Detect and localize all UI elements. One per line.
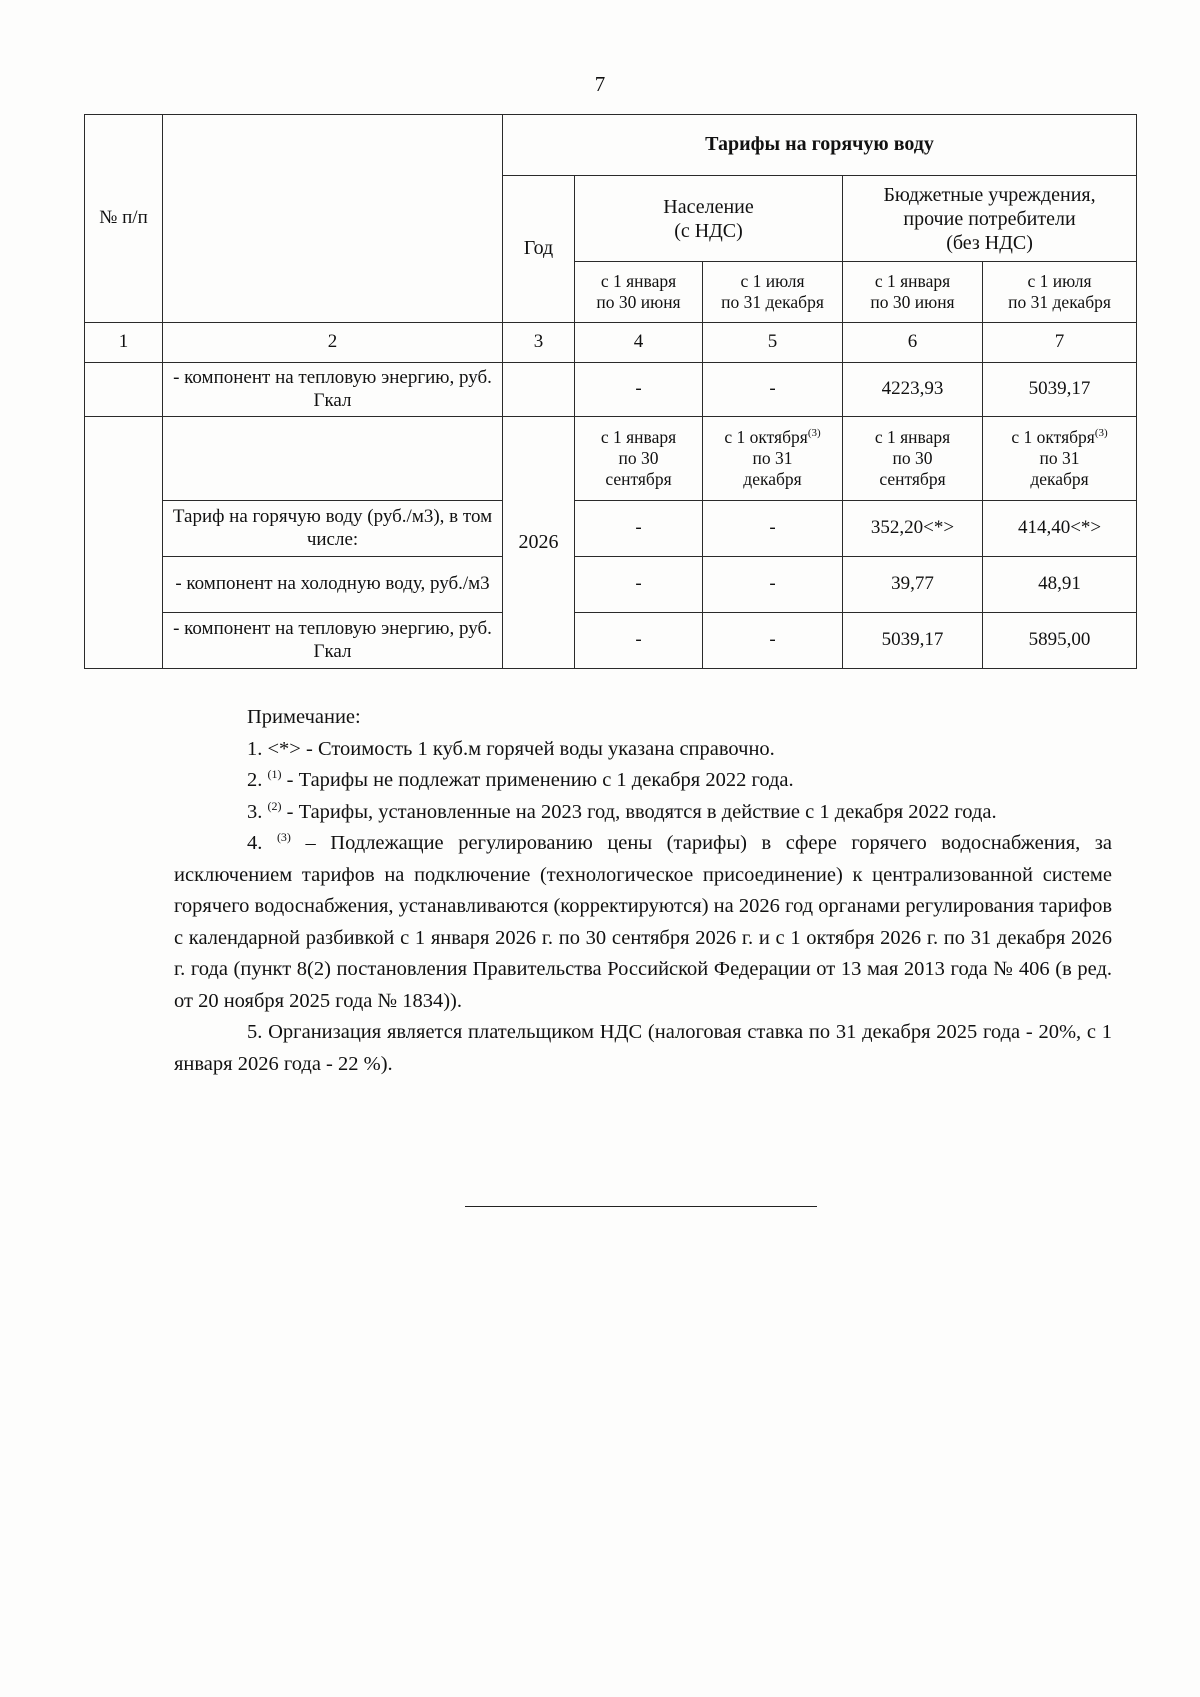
note-text: - Тарифы не подлежат применению с 1 декабря 2022 года. <box>281 769 794 791</box>
value-cell: 39,77 <box>843 557 983 613</box>
value-cell: - <box>703 501 843 557</box>
note-number: 4. <box>247 832 277 854</box>
value-cell: - <box>575 363 703 417</box>
column-index: 6 <box>843 323 983 363</box>
footnote-marker: (3) <box>1094 427 1108 440</box>
period-label: с 1 октября <box>1011 427 1095 447</box>
value-cell: 4223,93 <box>843 363 983 417</box>
column-index: 2 <box>163 323 503 363</box>
group-header-budget: Бюджетные учреждения, прочие потребители (без НДС) <box>843 176 1137 262</box>
table-row <box>85 613 1137 669</box>
period-label: по 31 декабря <box>1030 448 1089 489</box>
period-header-jan-sep: с 1 января по 30 сентября <box>575 417 703 501</box>
value-cell: 5039,17 <box>983 363 1137 417</box>
value-cell: - <box>703 613 843 669</box>
row-label: Тариф на горячую воду (руб./м3), в том числе: <box>163 501 503 557</box>
value-cell: 5039,17 <box>843 613 983 669</box>
period-header-jul-dec: с 1 июля по 31 декабря <box>983 262 1137 323</box>
column-header-blank <box>163 115 503 323</box>
note-text: – Подлежащие регулированию цены (тарифы) в сфере горячего водоснабжения, за исключением тарифов на подключение (технологическое присоединение) к централизованной системе горячего водоснабжения, устанавливаются (корректируются) на 2026 год органами регулирования тарифов с календарной разбивкой с 1 января 2026 г. по 30 сентября 2026 г. и с 1 октября 2026 г. по 31 декабря 2026 г. года (пункт 8(2) постановления Правительства Российской Федерации от 13 мая 2013 года № 406 (в ред. от 20 ноября 2025 года № 1834)). <box>174 832 1112 1012</box>
note-1: 1. <*> - Стоимость 1 куб.м горячей воды указана справочно. <box>247 737 775 760</box>
column-header-number: № п/п <box>85 115 163 323</box>
table-row <box>85 557 1137 613</box>
value-cell: - <box>703 363 843 417</box>
period-header-oct-dec <box>703 417 843 501</box>
footnote-marker: (2) <box>267 798 282 813</box>
period-label: с 1 октября <box>724 427 808 447</box>
value-cell: 5895,00 <box>983 613 1137 669</box>
period-header-jan-jun: с 1 января по 30 июня <box>575 262 703 323</box>
notes-section <box>174 702 1112 1080</box>
column-index: 7 <box>983 323 1137 363</box>
row-label: - компонент на тепловую энергию, руб. Гкал <box>163 613 503 669</box>
year-cell: 2026 <box>503 417 575 669</box>
hot-water-tariff-table <box>84 114 1137 669</box>
column-index: 5 <box>703 323 843 363</box>
value-cell: - <box>575 557 703 613</box>
table-row <box>85 501 1137 557</box>
row-label: - компонент на холодную воду, руб./м3 <box>163 557 503 613</box>
note-number: 3. <box>247 800 268 823</box>
period-label: по 31 декабря <box>743 448 802 489</box>
year-cell-empty <box>503 363 575 417</box>
table-row <box>85 417 1137 501</box>
value-cell: - <box>703 557 843 613</box>
note-4 <box>174 828 1112 1017</box>
period-header-jan-sep: с 1 января по 30 сентября <box>843 417 983 501</box>
notes-heading: Примечание: <box>247 706 361 728</box>
value-cell: - <box>575 613 703 669</box>
column-index: 1 <box>85 323 163 363</box>
row-number-cell <box>85 417 163 669</box>
note-5: 5. Организация является плательщиком НДС (налоговая ставка по 31 декабря 2025 года - 20%, с 1 января 2026 года - 22 %). <box>174 1021 1112 1075</box>
note-number: 2. <box>247 769 268 791</box>
column-index-row <box>85 323 1137 363</box>
row-label: - компонент на тепловую энергию, руб. Гкал <box>163 363 503 417</box>
value-cell: 48,91 <box>983 557 1137 613</box>
footnote-marker: (3) <box>807 427 821 440</box>
note-text: - Тарифы, установленные на 2023 год, вводятся в действие с 1 декабря 2022 года. <box>281 800 997 823</box>
page-number: 7 <box>594 72 606 96</box>
period-header-jan-jun: с 1 января по 30 июня <box>843 262 983 323</box>
note-3 <box>174 797 1112 829</box>
column-header-year: Год <box>503 176 575 323</box>
value-cell: 352,20<*> <box>843 501 983 557</box>
closing-divider-line <box>465 1206 817 1207</box>
table-row <box>85 363 1137 417</box>
table-title: Тарифы на горячую воду <box>503 115 1137 176</box>
period-header-oct-dec <box>983 417 1137 501</box>
value-cell: 414,40<*> <box>983 501 1137 557</box>
column-index: 4 <box>575 323 703 363</box>
row-number-cell <box>85 363 163 417</box>
period-header-jul-dec: с 1 июля по 31 декабря <box>703 262 843 323</box>
row-label-empty <box>163 417 503 501</box>
footnote-marker: (1) <box>267 767 282 782</box>
group-header-population: Население (с НДС) <box>575 176 843 262</box>
footnote-marker: (3) <box>276 830 291 845</box>
column-index: 3 <box>503 323 575 363</box>
note-2 <box>174 765 1112 797</box>
value-cell: - <box>575 501 703 557</box>
